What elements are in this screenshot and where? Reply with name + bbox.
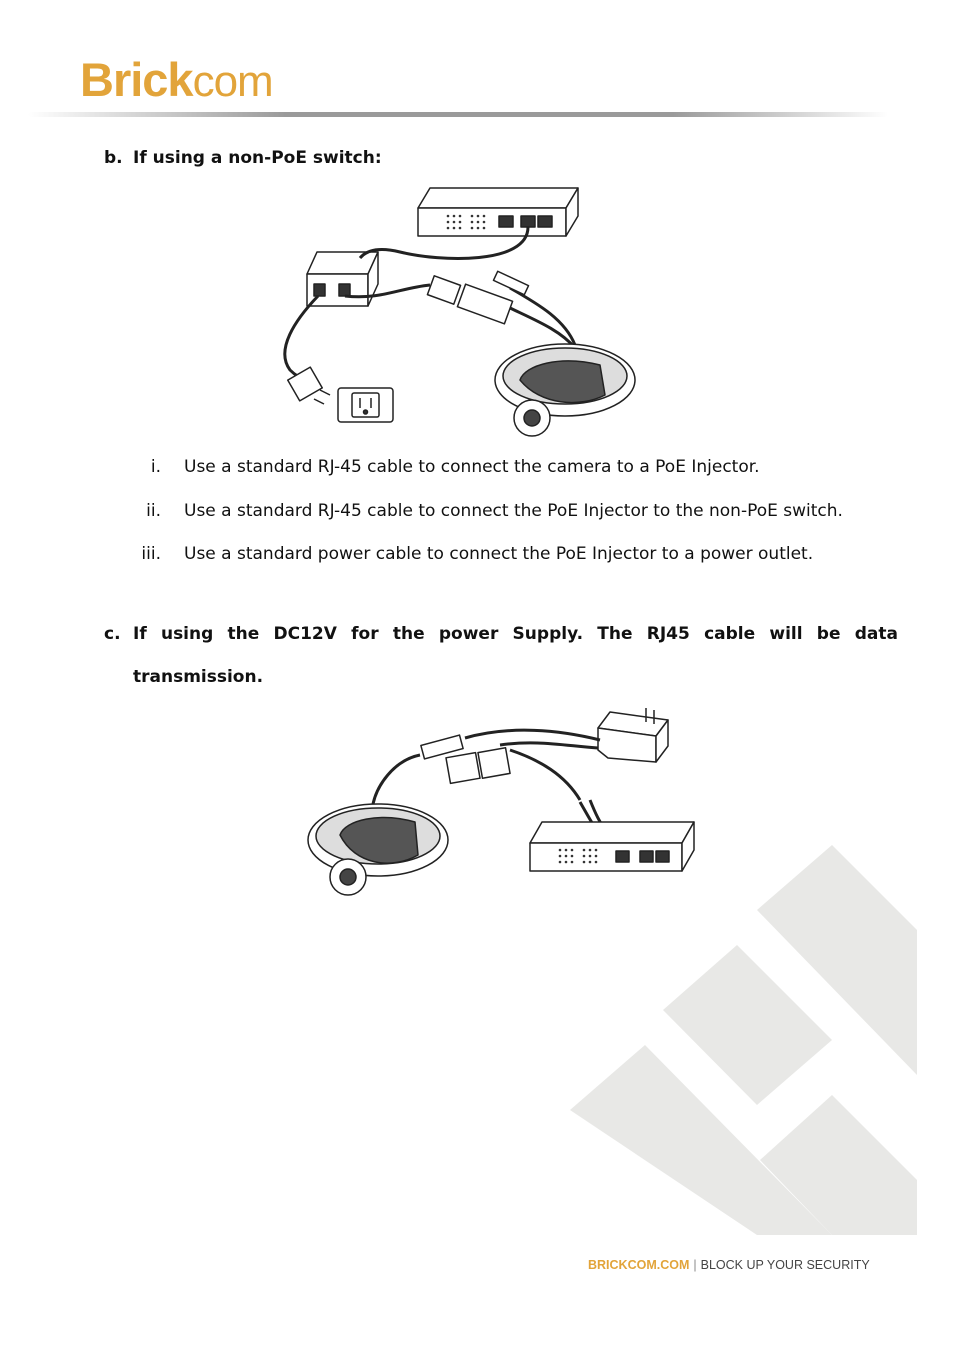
power-outlet-illustration [338, 388, 393, 422]
section-c-letter: c. [104, 624, 121, 644]
network-switch-illustration-2 [530, 822, 694, 871]
step-ii-text: Use a standard RJ-45 cable to connect the PoE Injector to the non-PoE switch. [184, 501, 843, 521]
camera-illustration-2 [308, 804, 448, 895]
network-switch-illustration [418, 188, 578, 236]
footer-site: BRICKCOM.COM [588, 1258, 690, 1272]
step-i-text: Use a standard RJ-45 cable to connect the camera to a PoE Injector. [184, 457, 760, 477]
step-i-number: i. [150, 457, 161, 477]
figure-dc12v [300, 700, 700, 900]
section-c-title-line1: If using the DC12V for the power Supply. The RJ45 cable will be data [133, 624, 898, 644]
section-c-title-line2: transmission. [133, 667, 264, 687]
watermark-graphic [560, 840, 920, 1240]
brickcom-logo: Brickcom [80, 53, 273, 106]
step-ii-number: ii. [146, 501, 161, 521]
step-iii-number: iii. [141, 544, 161, 564]
footer [588, 1258, 870, 1272]
header-divider [28, 112, 888, 117]
footer-tagline: BLOCK UP YOUR SECURITY [700, 1258, 870, 1272]
figure-non-poe-switch [270, 180, 650, 440]
section-b-title: If using a non-PoE switch: [133, 148, 382, 168]
power-adapter-illustration [598, 708, 668, 762]
step-iii-text: Use a standard power cable to connect the PoE Injector to a power outlet. [184, 544, 814, 564]
footer-separator: | [693, 1258, 697, 1272]
section-b-letter: b. [104, 148, 123, 168]
camera-illustration [495, 344, 635, 436]
